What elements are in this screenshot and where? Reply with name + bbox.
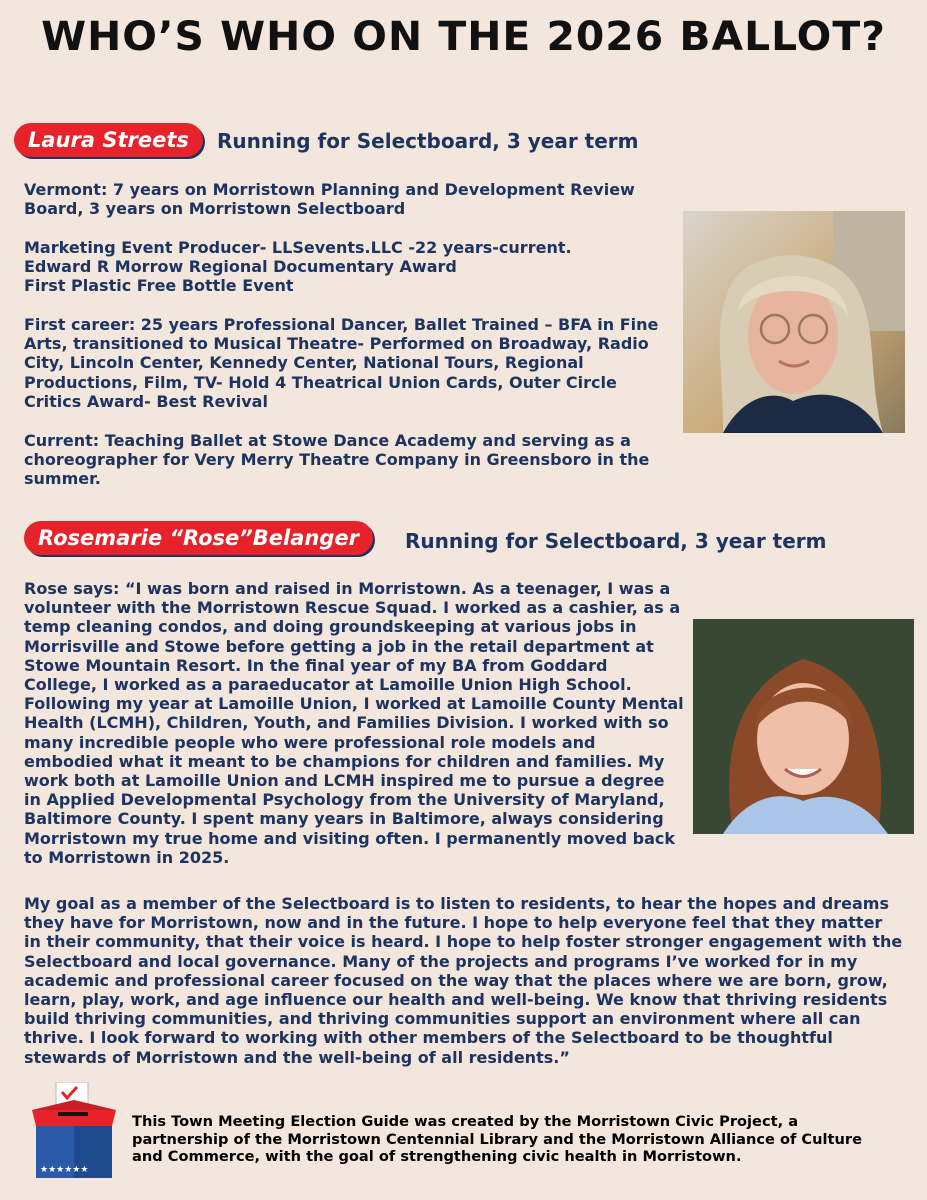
portrait-photo-icon [693,619,914,834]
candidate-bio-paragraph: Marketing Event Producer- LLSevents.LLC -22 years-current. Edward R Morrow Regional Documentary Award First Plastic Free Bottle Event [24,238,572,296]
svg-text:★★★★★★: ★★★★★★ [40,1165,89,1175]
candidate-photo [683,211,905,433]
candidate-bio-paragraph: Current: Teaching Ballet at Stowe Dance Academy and serving as a choreographer for Very Merry Theatre Company in Greensboro in the summer. [24,431,650,489]
candidate-bio-paragraph: First career: 25 years Professional Dancer, Ballet Trained – BFA in Fine Arts, transitioned to Musical Theatre- Performed on Broadway, Radio City, Lincoln Center, Kennedy Center, National Tours, Regional Productions, Film, TV- Hold 4 Theatrical Union Cards, Outer Circle Critics Award- Best Revival [24,315,659,411]
candidate-name-badge: Rosemarie “Rose”Belanger [24,521,373,555]
page-title: WHO’S WHO ON THE 2026 BALLOT? [41,14,886,60]
candidate-name-badge: Laura Streets [14,123,203,157]
candidate-photo [693,619,914,834]
portrait-photo-icon [683,211,905,433]
candidate-bio-paragraph: Rose says: “I was born and raised in Morristown. As a teenager, I was a volunteer with the Morristown Rescue Squad. I worked as a cashier, as a temp cleaning condos, and doing groundskeeping at various jobs in Morrisville and Stowe before getting a job in the retail department at Stowe Mountain Resort. In the final year of my BA from Goddard College, I worked as a paraeducator at Lamoille Union High School. Following my year at Lamoille Union, I worked at Lamoille County Mental Health (LCMH), Children, Youth, and Families Division. I worked with so many incredible people who were professional role models and embodied what it meant to be champions for children and families. My work both at Lamoille Union and LCMH inspired me to pursue a degree in Applied Developmental Psychology from the University of Maryland, Baltimore County. I spent many years in Baltimore, always considering Morristown my true home and visiting often. I permanently moved back to Morristown in 2025. [24,579,684,867]
candidate-bio-paragraph: Vermont: 7 years on Morristown Planning and Development Review Board, 3 years on Morristown Selectboard [24,180,635,219]
candidate-running-for: Running for Selectboard, 3 year term [217,129,639,153]
ballot-box-icon [28,1082,120,1186]
candidate-running-for: Running for Selectboard, 3 year term [405,529,827,553]
footer-credit: This Town Meeting Election Guide was created by the Morristown Civic Project, a partnership of the Morristown Centennial Library and the Morristown Alliance of Culture and Commerce, with the goal of strengthening civic health in Morristown. [132,1113,862,1165]
candidate-bio-paragraph: My goal as a member of the Selectboard is to listen to residents, to hear the hopes and dreams they have for Morristown, now and in the future. I hope to help everyone feel that they matter in their community, that their voice is heard. I hope to help foster stronger engagement with the Selectboard and local governance. Many of the projects and programs I’ve worked for in my academic and professional career focused on the way that the places where we are born, grow, learn, play, work, and age influence our health and well-being. We know that thriving residents build thriving communities, and thriving communities support an environment where all can thrive. I look forward to working with other members of the Selectboard to be thoughtful stewards of Morristown and the well-being of all residents.” [24,894,903,1067]
